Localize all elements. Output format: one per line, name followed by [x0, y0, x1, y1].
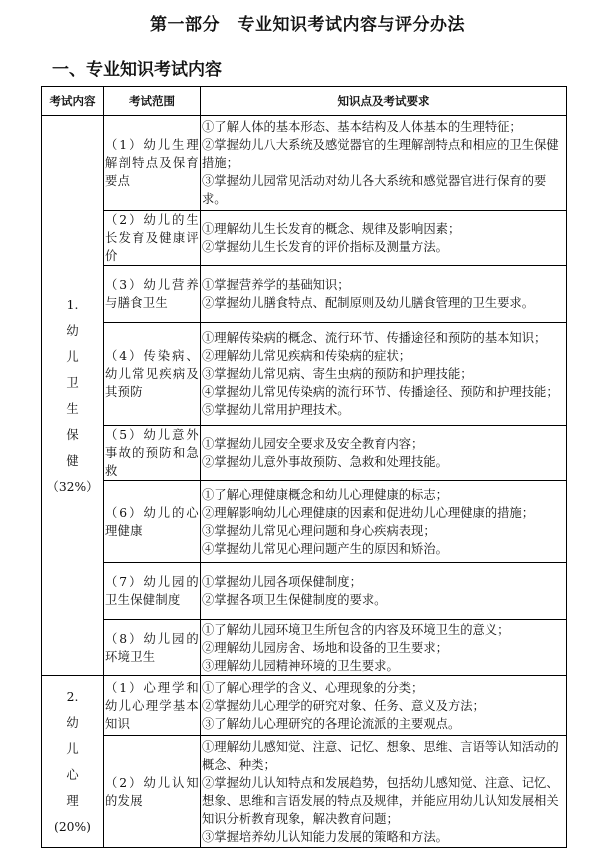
category-name-char: 生	[66, 401, 79, 416]
exam-scope-cell: （6）幼儿的心理健康	[104, 481, 201, 563]
requirement-item: ②理解幼儿常见疾病和传染病的症状；	[202, 349, 412, 363]
category-weight: （32%）	[46, 479, 99, 494]
requirement-item: ①掌握营养学的基础知识；	[202, 278, 350, 292]
exam-scope-cell: （2）幼儿的生长发育及健康评价	[104, 211, 201, 266]
table-row	[42, 736, 567, 848]
exam-scope-cell: （5）幼儿意外事故的预防和急救	[104, 426, 201, 481]
exam-category-cell	[42, 116, 104, 676]
requirement-item: ③理解幼儿园精神环境的卫生要求。	[202, 658, 399, 673]
requirement-item: ①掌握幼儿园各项保健制度；	[202, 575, 362, 589]
requirement-item: ①了解人体的基本形态、基本结构及人体基本的生理特征；	[202, 120, 522, 134]
requirement-item: ④掌握幼儿常见心理问题产生的原因和矫治。	[202, 541, 448, 556]
requirement-item: ③掌握培养幼儿认知能力发展的策略和方法。	[202, 829, 448, 844]
table-row	[42, 211, 567, 266]
requirement-item: ③掌握幼儿园常见活动对幼儿各大系统和感觉器官进行保育的要求。	[202, 174, 547, 206]
requirement-item: ④掌握幼儿常见传染病的流行环节、传播途径、预防和护理技能；	[202, 385, 559, 399]
page-title: 第一部分 专业知识考试内容与评分办法	[150, 15, 465, 35]
requirement-item: ①理解幼儿生长发育的概念、规律及影响因素；	[202, 222, 461, 236]
requirement-item: ②理解幼儿园房舍、场地和设备的卫生要求；	[202, 640, 448, 655]
requirement-item: ①理解幼儿感知觉、注意、记忆、想象、思维、言语等认知活动的概念、种类；	[202, 739, 559, 772]
table-row	[42, 266, 567, 323]
requirement-item: ①了解心理健康概念和幼儿心理健康的标志；	[202, 487, 448, 502]
header-exam-content: 考试内容	[42, 87, 104, 116]
requirement-item: ③了解幼儿心理研究的各理论流派的主要观点。	[202, 716, 461, 731]
requirements-cell	[201, 676, 567, 736]
header-exam-scope: 考试范围	[104, 87, 201, 116]
requirement-item: ②掌握幼儿意外事故预防、急救和处理技能。	[202, 455, 448, 469]
requirement-item: ②掌握幼儿认知特点和发展趋势，包括幼儿感知觉、注意、记忆、想象、思维和言语发展的特点及规律，并能应用幼儿认知发展相关知识分析教育现象，解决教育问题；	[202, 775, 559, 826]
exam-scope-cell: （1）幼儿生理解剖特点及保育要点	[104, 116, 201, 211]
requirement-item: ①了解幼儿园环境卫生所包含的内容及环境卫生的意义；	[202, 622, 510, 637]
exam-content-table	[41, 86, 567, 848]
section-heading: 一、专业知识考试内容	[52, 60, 222, 80]
requirement-item: ②理解影响幼儿心理健康的因素和促进幼儿心理健康的措施；	[202, 505, 535, 520]
exam-scope-cell: （8）幼儿园的环境卫生	[104, 620, 201, 676]
table-row	[42, 426, 567, 481]
exam-scope-cell: （4）传染病、幼儿常见疾病及其预防	[104, 323, 201, 426]
requirement-item: ③掌握幼儿常见心理问题和身心疾病表现；	[202, 523, 436, 538]
requirement-item: ③掌握幼儿常见病、寄生虫病的预防和护理技能；	[202, 367, 473, 381]
table-row	[42, 676, 567, 736]
requirement-item: ②掌握幼儿生长发育的评价指标及测量方法。	[202, 240, 448, 254]
category-name-char: 健	[66, 453, 79, 468]
table-row	[42, 620, 567, 676]
category-number: 1.	[66, 297, 79, 312]
requirements-cell	[201, 323, 567, 426]
category-name-char: 卫	[66, 375, 79, 390]
category-name-char: 心	[66, 767, 79, 782]
requirement-item: ②掌握幼儿心理学的研究对象、任务、意义及方法；	[202, 698, 485, 713]
requirement-item: ⑤掌握幼儿常用护理技术。	[202, 403, 350, 417]
category-name-char: 幼	[66, 323, 79, 338]
requirements-cell	[201, 736, 567, 848]
exam-scope-cell: （2）幼儿认知的发展	[104, 736, 201, 848]
exam-scope-cell: （7）幼儿园的卫生保健制度	[104, 563, 201, 620]
table-row	[42, 481, 567, 563]
category-number: 2.	[66, 689, 79, 704]
requirement-item: ②掌握幼儿八大系统及感觉器官的生理解剖特点和相应的卫生保健措施；	[202, 138, 559, 170]
table-row	[42, 323, 567, 426]
table-header-row	[42, 87, 567, 116]
exam-category-cell	[42, 676, 104, 848]
requirements-cell	[201, 266, 567, 323]
requirement-item: ①了解心理学的含义、心理现象的分类；	[202, 680, 424, 695]
exam-scope-cell: （1）心理学和幼儿心理学基本知识	[104, 676, 201, 736]
category-name-char: 儿	[66, 349, 79, 364]
requirements-cell	[201, 563, 567, 620]
category-name-char: 幼	[66, 715, 79, 730]
category-name-char: 理	[66, 793, 79, 808]
header-knowledge-requirements: 知识点及考试要求	[201, 87, 567, 116]
exam-scope-cell: （3）幼儿营养与膳食卫生	[104, 266, 201, 323]
category-weight: (20%)	[54, 819, 91, 834]
requirement-item: ①理解传染病的概念、流行环节、传播途径和预防的基本知识；	[202, 331, 547, 345]
requirements-cell	[201, 481, 567, 563]
requirement-item: ②掌握各项卫生保健制度的要求。	[202, 593, 387, 607]
requirement-item: ①掌握幼儿园安全要求及安全教育内容；	[202, 437, 424, 451]
requirements-cell	[201, 620, 567, 676]
requirements-cell	[201, 116, 567, 211]
category-name-char: 儿	[66, 741, 79, 756]
requirements-cell	[201, 426, 567, 481]
requirement-item: ②掌握幼儿膳食特点、配制原则及幼儿膳食管理的卫生要求。	[202, 296, 535, 310]
requirements-cell	[201, 211, 567, 266]
table-row	[42, 116, 567, 211]
category-name-char: 保	[66, 427, 79, 442]
table-row	[42, 563, 567, 620]
